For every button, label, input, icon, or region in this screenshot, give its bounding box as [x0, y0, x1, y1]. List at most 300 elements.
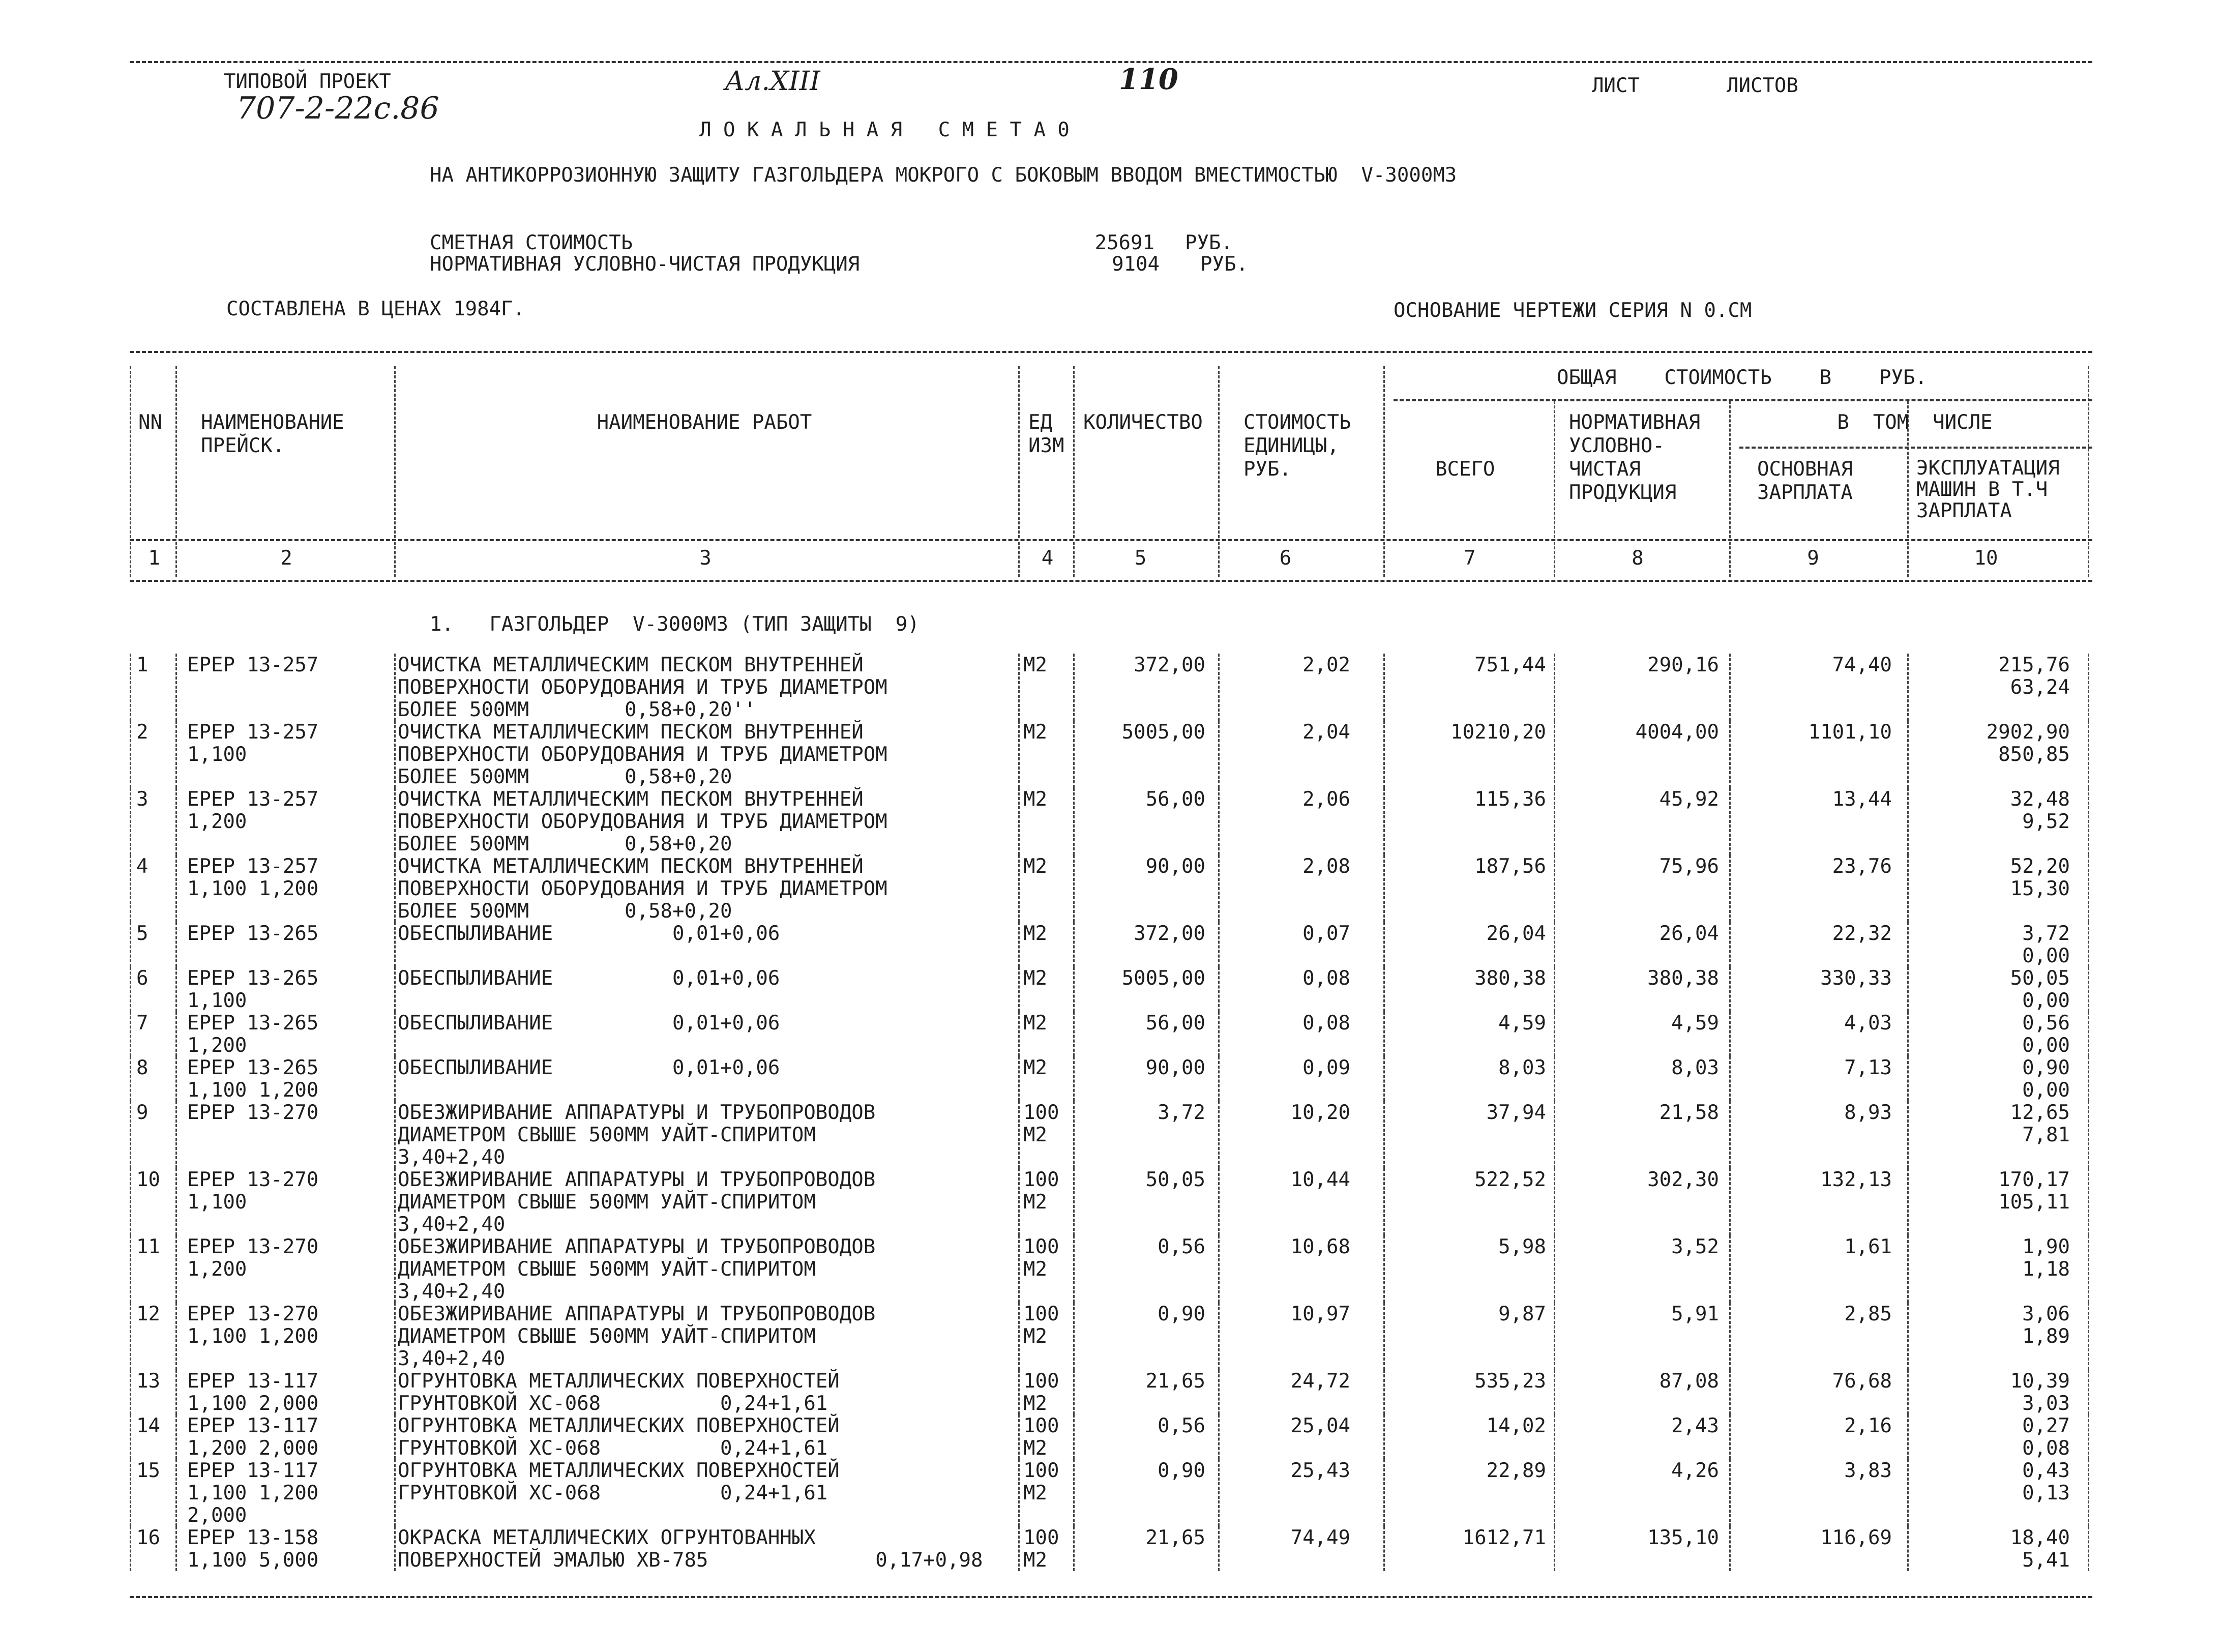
row-number: 5	[136, 922, 149, 945]
column-divider	[130, 788, 131, 855]
column-divider	[1218, 967, 1220, 1012]
norm-production: 290,16	[1647, 654, 1719, 676]
column-divider	[175, 1012, 177, 1056]
column-divider	[394, 1370, 396, 1414]
quantity: 90,00	[1145, 855, 1205, 878]
column-divider	[1018, 1235, 1020, 1303]
column-number: 9	[1807, 547, 1819, 570]
pricelist-code: ЕРЕР 13-117	[187, 1459, 319, 1482]
unit: М2	[1023, 1124, 1047, 1146]
work-name: ОБЕСПЫЛИВАНИЕ 0,01+0,06	[398, 922, 780, 945]
total-cost: 1612,71	[1462, 1526, 1546, 1549]
column-divider	[1073, 654, 1075, 721]
unit-cost: 2,08	[1302, 855, 1350, 878]
unit: М2	[1023, 1056, 1047, 1079]
pricelist-code: 1,100	[187, 1191, 247, 1214]
column-divider	[1729, 542, 1731, 577]
unit: М2	[1023, 1549, 1047, 1572]
total-cost: 522,52	[1474, 1168, 1546, 1191]
work-name: ДИАМЕТРОМ СВЫШЕ 500ММ УАЙТ-СПИРИТОМ	[398, 1124, 816, 1146]
column-divider	[1018, 1459, 1020, 1526]
pricelist-code: ЕРЕР 13-265	[187, 1056, 319, 1079]
column-divider	[1018, 1101, 1020, 1168]
work-name: ГРУНТОВКОЙ ХС-068 0,24+1,61	[398, 1392, 828, 1415]
column-divider	[175, 1303, 177, 1370]
column-divider	[1218, 542, 1220, 577]
column-divider	[175, 1056, 177, 1101]
column-number: 6	[1279, 547, 1292, 570]
quantity: 21,65	[1145, 1526, 1205, 1549]
unit: 100	[1023, 1168, 1059, 1191]
machine-cost: 215,76	[1998, 654, 2070, 676]
machine-cost: 1,18	[2022, 1258, 2070, 1281]
row-number: 8	[136, 1056, 149, 1079]
row-number: 2	[136, 721, 149, 744]
machine-cost: 32,48	[2010, 788, 2070, 811]
col-total-header: ВСЕГО	[1435, 458, 1495, 481]
col-nn-header: NN	[138, 411, 162, 434]
machine-cost: 0,13	[2022, 1482, 2070, 1504]
column-divider	[394, 1303, 396, 1370]
unit: М2	[1023, 855, 1047, 878]
norm-production: 5,91	[1671, 1303, 1719, 1325]
work-name: ДИАМЕТРОМ СВЫШЕ 500ММ УАЙТ-СПИРИТОМ	[398, 1325, 816, 1348]
column-divider	[394, 542, 396, 577]
total-cost: 187,56	[1474, 855, 1546, 878]
machine-cost: 3,03	[2022, 1392, 2070, 1415]
top-rule	[130, 61, 2092, 63]
column-divider	[1907, 1370, 1909, 1414]
norm-production: 135,10	[1647, 1526, 1719, 1549]
column-divider	[1383, 1414, 1385, 1459]
base-salary: 1101,10	[1808, 721, 1892, 744]
column-divider	[1073, 922, 1075, 967]
column-divider	[175, 366, 177, 538]
column-divider	[175, 1459, 177, 1526]
column-divider	[1073, 1056, 1075, 1101]
column-divider	[1907, 721, 1909, 788]
column-divider	[1218, 788, 1220, 855]
page-number: 110	[1119, 63, 1178, 96]
column-divider	[1073, 1303, 1075, 1370]
base-salary: 23,76	[1832, 855, 1892, 878]
work-name: ПОВЕРХНОСТИ ОБОРУДОВАНИЯ И ТРУБ ДИАМЕТРОМ	[398, 810, 887, 833]
unit: М2	[1023, 1191, 1047, 1214]
column-divider	[1729, 1370, 1731, 1414]
column-divider	[2088, 788, 2089, 855]
col-norm-header: НОРМАТИВНАЯ УСЛОВНО- ЧИСТАЯ ПРОДУКЦИЯ	[1569, 411, 1701, 504]
column-divider	[394, 1459, 396, 1526]
machine-cost: 105,11	[1998, 1191, 2070, 1214]
pricelist-code: 1,100 5,000	[187, 1549, 319, 1572]
column-divider	[2088, 1012, 2089, 1056]
column-divider	[130, 1303, 131, 1370]
column-divider	[1729, 967, 1731, 1012]
unit-cost: 10,97	[1290, 1303, 1350, 1325]
column-divider	[130, 366, 131, 538]
column-divider	[130, 1414, 131, 1459]
norm-production: 45,92	[1659, 788, 1719, 811]
column-divider	[130, 542, 131, 577]
base-salary: 4,03	[1844, 1012, 1892, 1035]
cost-value: 25691	[1094, 231, 1154, 254]
row-number: 11	[136, 1235, 160, 1258]
base-salary: 3,83	[1844, 1459, 1892, 1482]
row-number: 3	[136, 788, 149, 811]
column-divider	[394, 1414, 396, 1459]
column-divider	[175, 1526, 177, 1571]
total-cost: 14,02	[1486, 1414, 1546, 1437]
work-name: ОБЕЗЖИРИВАНИЕ АППАРАТУРЫ И ТРУБОПРОВОДОВ	[398, 1303, 876, 1325]
column-divider	[1554, 1303, 1555, 1370]
base-salary: 13,44	[1832, 788, 1892, 811]
column-divider	[1073, 542, 1075, 577]
column-divider	[1729, 1526, 1731, 1571]
unit: М2	[1023, 1258, 1047, 1281]
column-divider	[1383, 366, 1385, 538]
quantity: 90,00	[1145, 1056, 1205, 1079]
pricelist-code: 1,200	[187, 810, 247, 833]
column-divider	[1907, 967, 1909, 1012]
column-divider	[1907, 1168, 1909, 1235]
column-divider	[2088, 1056, 2089, 1101]
column-divider	[1907, 654, 1909, 721]
total-cost: 115,36	[1474, 788, 1546, 811]
norm-production: 4004,00	[1635, 721, 1719, 744]
column-divider	[1073, 1168, 1075, 1235]
pricelist-code: ЕРЕР 13-265	[187, 967, 319, 990]
column-divider	[1218, 1101, 1220, 1168]
column-divider	[1383, 788, 1385, 855]
machine-cost: 0,00	[2022, 1034, 2070, 1057]
column-divider	[130, 967, 131, 1012]
column-divider	[1018, 788, 1020, 855]
column-divider	[1018, 1526, 1020, 1571]
column-divider	[130, 654, 131, 721]
machine-cost: 0,90	[2022, 1056, 2070, 1079]
pricelist-code: 1,100 2,000	[187, 1392, 319, 1415]
column-divider	[1218, 1459, 1220, 1526]
work-name: ОЧИСТКА МЕТАЛЛИЧЕСКИМ ПЕСКОМ ВНУТРЕННЕЙ	[398, 721, 864, 744]
machine-cost: 3,72	[2022, 922, 2070, 945]
column-divider	[1018, 1370, 1020, 1414]
column-divider	[130, 1012, 131, 1056]
total-cost: 751,44	[1474, 654, 1546, 676]
row-number: 6	[136, 967, 149, 990]
base-salary: 116,69	[1820, 1526, 1892, 1549]
column-divider	[175, 855, 177, 922]
column-divider	[394, 366, 396, 538]
unit: М2	[1023, 1482, 1047, 1504]
machine-cost: 5,41	[2022, 1549, 2070, 1572]
column-divider	[175, 922, 177, 967]
machine-cost: 10,39	[2010, 1370, 2070, 1393]
column-divider	[1729, 1414, 1731, 1459]
column-divider	[175, 1414, 177, 1459]
machine-cost: 12,65	[2010, 1101, 2070, 1124]
machine-cost: 50,05	[2010, 967, 2070, 990]
column-divider	[1383, 1526, 1385, 1571]
norm-production: 4,26	[1671, 1459, 1719, 1482]
album-number: Ал.XIII	[725, 66, 820, 97]
column-divider	[1218, 1235, 1220, 1303]
work-name: ОБЕСПЫЛИВАНИЕ 0,01+0,06	[398, 1056, 780, 1079]
row-number: 1	[136, 654, 149, 676]
quantity: 0,56	[1158, 1235, 1205, 1258]
column-divider	[394, 654, 396, 721]
column-divider	[1218, 721, 1220, 788]
column-divider	[1218, 1303, 1220, 1370]
column-divider	[1383, 855, 1385, 922]
pricelist-code: ЕРЕР 13-270	[187, 1235, 319, 1258]
column-divider	[394, 1056, 396, 1101]
row-number: 13	[136, 1370, 160, 1393]
column-divider	[2088, 1101, 2089, 1168]
row-number: 4	[136, 855, 149, 878]
machine-cost: 0,08	[2022, 1437, 2070, 1460]
quantity: 3,72	[1158, 1101, 1205, 1124]
column-divider	[1554, 1101, 1555, 1168]
column-divider	[394, 788, 396, 855]
row-number: 10	[136, 1168, 160, 1191]
quantity: 5005,00	[1121, 721, 1205, 744]
unit: М2	[1023, 1392, 1047, 1415]
unit-cost: 74,49	[1290, 1526, 1350, 1549]
col-pricelist-header: НАИМЕНОВАНИЕ ПРЕЙСК.	[201, 411, 344, 457]
column-divider	[130, 1459, 131, 1526]
norm-production: 3,52	[1671, 1235, 1719, 1258]
column-divider	[1018, 366, 1020, 538]
column-divider	[1018, 542, 1020, 577]
column-divider	[394, 922, 396, 967]
column-divider	[1554, 1235, 1555, 1303]
unit-cost: 0,07	[1302, 922, 1350, 945]
column-divider	[1383, 1459, 1385, 1526]
column-divider	[394, 1101, 396, 1168]
column-number: 10	[1974, 547, 1998, 570]
column-divider	[1907, 1235, 1909, 1303]
column-divider	[130, 1101, 131, 1168]
unit: М2	[1023, 967, 1047, 990]
base-salary: 8,93	[1844, 1101, 1892, 1124]
column-divider	[175, 654, 177, 721]
pricelist-code: ЕРЕР 13-257	[187, 788, 319, 811]
column-divider	[1073, 721, 1075, 788]
work-name: 3,40+2,40	[398, 1146, 506, 1169]
work-name: БОЛЕЕ 500ММ 0,58+0,20	[398, 900, 732, 923]
column-divider	[394, 1012, 396, 1056]
unit-cost: 0,08	[1302, 967, 1350, 990]
column-divider	[2088, 967, 2089, 1012]
machine-cost: 0,43	[2022, 1459, 2070, 1482]
numbers-bottom-rule	[130, 580, 2092, 582]
work-name: ГРУНТОВКОЙ ХС-068 0,24+1,61	[398, 1437, 828, 1460]
column-divider	[1218, 1526, 1220, 1571]
column-divider	[1907, 1414, 1909, 1459]
column-divider	[1554, 1526, 1555, 1571]
col-unitcost-header: СТОИМОСТЬ ЕДИНИЦЫ, РУБ.	[1243, 411, 1351, 481]
row-number: 9	[136, 1101, 149, 1124]
column-divider	[1907, 542, 1909, 577]
column-divider	[1383, 1056, 1385, 1101]
total-cost: 535,23	[1474, 1370, 1546, 1393]
column-divider	[1073, 1235, 1075, 1303]
machine-cost: 850,85	[1998, 743, 2070, 766]
base-salary: 1,61	[1844, 1235, 1892, 1258]
pricelist-code: ЕРЕР 13-265	[187, 922, 319, 945]
machine-cost: 0,27	[2022, 1414, 2070, 1437]
column-divider	[1907, 1303, 1909, 1370]
base-salary: 76,68	[1832, 1370, 1892, 1393]
column-divider	[1554, 788, 1555, 855]
machine-cost: 9,52	[2022, 810, 2070, 833]
row-number: 12	[136, 1303, 160, 1325]
column-divider	[1729, 788, 1731, 855]
col-unit-header: ЕД ИЗМ	[1028, 411, 1064, 457]
machine-cost: 0,56	[2022, 1012, 2070, 1035]
column-divider	[1218, 1168, 1220, 1235]
machine-cost: 0,00	[2022, 989, 2070, 1012]
norm-label: НОРМАТИВНАЯ УСЛОВНО-ЧИСТАЯ ПРОДУКЦИЯ	[430, 253, 860, 276]
column-divider	[1907, 788, 1909, 855]
pricelist-code: ЕРЕР 13-117	[187, 1414, 319, 1437]
work-name: ОБЕСПЫЛИВАНИЕ 0,01+0,06	[398, 1012, 780, 1035]
column-divider	[1073, 967, 1075, 1012]
col-quantity-header: КОЛИЧЕСТВО	[1083, 411, 1203, 434]
column-divider	[1073, 1414, 1075, 1459]
column-divider	[1218, 1012, 1220, 1056]
norm-value: 9104	[1112, 253, 1160, 276]
column-divider	[1383, 967, 1385, 1012]
total-cost: 5,98	[1498, 1235, 1546, 1258]
unit: 100	[1023, 1101, 1059, 1124]
doc-subtitle: НА АНТИКОРРОЗИОННУЮ ЗАЩИТУ ГАЗГОЛЬДЕРА МОКРОГО С БОКОВЫМ ВВОДОМ ВМЕСТИМОСТЬЮ V-3000М3	[430, 164, 1457, 187]
column-divider	[1383, 1168, 1385, 1235]
column-divider	[1907, 1056, 1909, 1101]
pricelist-code: ЕРЕР 13-158	[187, 1526, 319, 1549]
column-divider	[1383, 1235, 1385, 1303]
quantity: 56,00	[1145, 788, 1205, 811]
machine-cost: 2902,90	[1986, 721, 2070, 744]
norm-production: 87,08	[1659, 1370, 1719, 1393]
norm-production: 302,30	[1647, 1168, 1719, 1191]
column-divider	[1018, 1414, 1020, 1459]
pricelist-code: ЕРЕР 13-257	[187, 721, 319, 744]
pricelist-code: 1,200	[187, 1034, 247, 1057]
norm-production: 26,04	[1659, 922, 1719, 945]
unit-cost: 25,43	[1290, 1459, 1350, 1482]
column-divider	[1218, 1370, 1220, 1414]
column-divider	[1554, 922, 1555, 967]
column-divider	[2088, 1303, 2089, 1370]
work-name: 3,40+2,40	[398, 1213, 506, 1236]
column-divider	[1218, 922, 1220, 967]
norm-production: 75,96	[1659, 855, 1719, 878]
cost-label: СМЕТНАЯ СТОИМОСТЬ	[430, 231, 633, 254]
unit-cost: 10,44	[1290, 1168, 1350, 1191]
work-name: 3,40+2,40	[398, 1347, 506, 1370]
pricelist-code: 1,100 1,200	[187, 1325, 319, 1348]
column-divider	[1554, 1056, 1555, 1101]
column-divider	[130, 1235, 131, 1303]
work-name: ОГРУНТОВКА МЕТАЛЛИЧЕСКИХ ПОВЕРХНОСТЕЙ	[398, 1459, 840, 1482]
work-name: ПОВЕРХНОСТИ ОБОРУДОВАНИЯ И ТРУБ ДИАМЕТРОМ	[398, 676, 887, 699]
column-divider	[2088, 721, 2089, 788]
machine-cost: 7,81	[2022, 1124, 2070, 1146]
column-divider	[130, 1526, 131, 1571]
column-divider	[394, 1526, 396, 1571]
column-divider	[175, 967, 177, 1012]
base-salary: 132,13	[1820, 1168, 1892, 1191]
pricelist-code: 1,200 2,000	[187, 1437, 319, 1460]
norm-production: 380,38	[1647, 967, 1719, 990]
norm-production: 8,03	[1671, 1056, 1719, 1079]
column-divider	[1729, 721, 1731, 788]
prices-label: СОСТАВЛЕНА В ЦЕНАХ 1984Г.	[226, 298, 525, 320]
unit: 100	[1023, 1414, 1059, 1437]
column-divider	[1907, 1012, 1909, 1056]
group-rule	[1394, 399, 2092, 401]
unit-cost: 0,08	[1302, 1012, 1350, 1035]
column-number: 5	[1134, 547, 1147, 570]
column-divider	[175, 1235, 177, 1303]
unit: 100	[1023, 1303, 1059, 1325]
pricelist-code: 1,100 1,200	[187, 1482, 319, 1504]
work-name: ОГРУНТОВКА МЕТАЛЛИЧЕСКИХ ПОВЕРХНОСТЕЙ	[398, 1370, 840, 1393]
quantity: 5005,00	[1121, 967, 1205, 990]
column-divider	[1218, 366, 1220, 538]
work-name: 3,40+2,40	[398, 1280, 506, 1303]
pricelist-code: ЕРЕР 13-270	[187, 1168, 319, 1191]
sheets-label: ЛИСТОВ	[1727, 74, 1798, 97]
column-divider	[1729, 1056, 1731, 1101]
column-divider	[175, 1101, 177, 1168]
column-divider	[1073, 855, 1075, 922]
column-divider	[1729, 1012, 1731, 1056]
pricelist-code: 1,100 1,200	[187, 1079, 319, 1102]
row-number: 16	[136, 1526, 160, 1549]
column-number: 8	[1632, 547, 1644, 570]
unit: 100	[1023, 1459, 1059, 1482]
table-top-rule	[130, 351, 2092, 353]
sheet-label: ЛИСТ	[1592, 74, 1640, 97]
work-name: БОЛЕЕ 500ММ 0,58+0,20''	[398, 698, 756, 721]
column-divider	[394, 1168, 396, 1235]
quantity: 0,90	[1158, 1459, 1205, 1482]
quantity: 372,00	[1134, 922, 1205, 945]
unit-cost: 10,68	[1290, 1235, 1350, 1258]
total-cost: 26,04	[1486, 922, 1546, 945]
row-number: 7	[136, 1012, 149, 1035]
total-cost: 9,87	[1498, 1303, 1546, 1325]
column-divider	[1218, 1414, 1220, 1459]
column-number: 1	[148, 547, 160, 570]
column-number: 4	[1041, 547, 1054, 570]
unit-cost: 25,04	[1290, 1414, 1350, 1437]
unit-cost: 2,02	[1302, 654, 1350, 676]
pricelist-code: ЕРЕР 13-270	[187, 1101, 319, 1124]
column-divider	[1554, 654, 1555, 721]
work-name: ПОВЕРХНОСТЕЙ ЭМАЛЬЮ ХВ-785 0,17+0,98	[398, 1549, 983, 1572]
unit: М2	[1023, 1012, 1047, 1035]
work-name: ОЧИСТКА МЕТАЛЛИЧЕСКИМ ПЕСКОМ ВНУТРЕННЕЙ	[398, 654, 864, 676]
unit-cost: 10,20	[1290, 1101, 1350, 1124]
col-salary-header: ОСНОВНАЯ ЗАРПЛАТА	[1757, 458, 1853, 504]
work-name: ДИАМЕТРОМ СВЫШЕ 500ММ УАЙТ-СПИРИТОМ	[398, 1191, 816, 1214]
work-name: ОКРАСКА МЕТАЛЛИЧЕСКИХ ОГРУНТОВАННЫХ	[398, 1526, 816, 1549]
pricelist-code: 2,000	[187, 1504, 247, 1527]
column-divider	[1383, 1101, 1385, 1168]
